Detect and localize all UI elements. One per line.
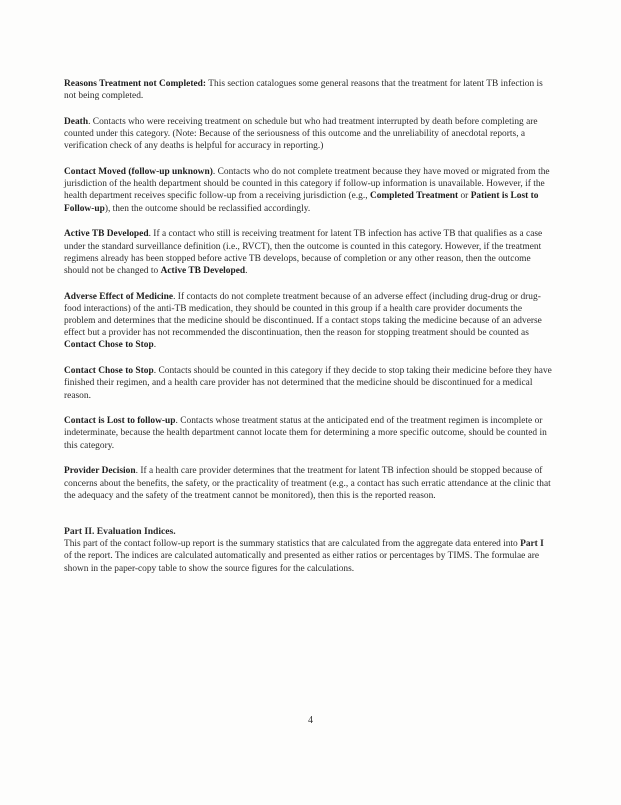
part-2-text-a: This part of the contact follow-up report is the summary statistics that are calculated from the aggregate data entered into	[64, 539, 521, 550]
section-contact-moved	[64, 166, 552, 215]
section-text: . If contacts do not complete treatment because of an adverse effect (including drug-drug or drug-food interactions) of the anti-TB medication, they should be counted in this group if a health care provider documents the problem and determines that the medicine should be discontinued. If a contact stops taking the medicine because of an adverse effect but a provider has not recommended the discontinuation, then the reason for stopping treatment should be counted as	[64, 291, 542, 339]
section-heading: Active TB Developed	[64, 229, 149, 240]
section-heading: Adverse Effect of Medicine	[64, 291, 174, 302]
document-body	[64, 78, 552, 575]
inline-term-lost-to-follow-up: Patient is Lost to Follow-up	[64, 191, 539, 214]
inline-term-completed-treatment: Completed Treatment	[369, 191, 459, 202]
section-text: or	[458, 191, 471, 202]
part-2-text-b: of the report. The indices are calculated automatically and presented as either ratios or percentages by TIMS. The formulae are shown in the paper-copy table to show the source figures for the calculations.	[64, 551, 540, 574]
section-heading: Reasons Treatment not Completed:	[64, 79, 207, 89]
section-text: . Contacts whose treatment status at the anticipated end of the treatment regimen is incomplete or indeterminate, because the health department cannot locate them for determining a more specific outcome, should be counted in this category.	[64, 416, 547, 451]
section-text: . If a health care provider determines that the treatment for latent TB infection should be stopped because of concerns about the benefits, the safety, or the practicality of treatment (e.g., a contact has such erratic attendance at the clinic that the adequacy and the safety of the treatment cannot be monitored), then this is the reported reason.	[64, 466, 551, 501]
section-text: . Contacts should be counted in this category if they decide to stop taking their medicine before they have finished their regimen, and a health care provider has not determined that the medicine should be discontinued for a medical reason.	[64, 366, 552, 401]
section-reasons-not-completed	[64, 78, 552, 102]
section-active-tb-developed	[64, 228, 552, 277]
part-2-text	[64, 538, 552, 575]
section-heading: Contact Chose to Stop	[64, 366, 154, 377]
inline-term-part-1: Part I	[520, 539, 544, 550]
section-text: .	[153, 340, 157, 351]
section-heading: Contact Moved (follow-up unknown)	[64, 167, 213, 178]
section-lost-to-follow-up	[64, 415, 552, 452]
inline-term-contact-chose-to-stop: Contact Chose to Stop	[64, 340, 154, 351]
section-text: This section catalogues some general reasons that the treatment for latent TB infection is not being completed.	[64, 79, 543, 102]
section-text: . Contacts who do not complete treatment because they have moved or migrated from the jurisdiction of the health department should be counted in this category if follow-up information is unavailable. However, if the health department receives specific follow-up from a receiving jurisdiction (e.g.,	[64, 167, 550, 202]
section-text: .	[245, 265, 248, 276]
section-death	[64, 116, 552, 153]
section-text: ), then the outcome should be reclassified accordingly.	[104, 203, 311, 214]
section-provider-decision	[64, 465, 552, 502]
section-text: . If a contact who still is receiving treatment for latent TB infection has active TB that qualifies as a case under the standard surveillance definition (i.e., RVCT), then the outcome is counted in this category. However, if the treatment regimens already has been stopped before active TB develops, because of completion or any other reason, then the outcome should not be changed to	[64, 229, 543, 276]
section-heading: Contact is Lost to follow-up	[64, 416, 176, 427]
part-2-heading: Part II. Evaluation Indices.	[64, 525, 176, 537]
inline-term-active-tb-developed: Active TB Developed	[160, 265, 246, 276]
section-heading: Provider Decision	[64, 466, 136, 477]
section-adverse-effect	[64, 291, 552, 352]
section-contact-chose-to-stop	[64, 365, 552, 402]
section-text: . Contacts who were receiving treatment on schedule but who had treatment interrupted by death before completing are counted under this category. (Note: Because of the seriousness of this outcome and the unreliability of anecdotal reports, a verification check of any deaths is helpful for accuracy in reporting.)	[64, 116, 538, 152]
section-heading: Death	[64, 116, 89, 127]
page-number: 4	[308, 715, 313, 726]
